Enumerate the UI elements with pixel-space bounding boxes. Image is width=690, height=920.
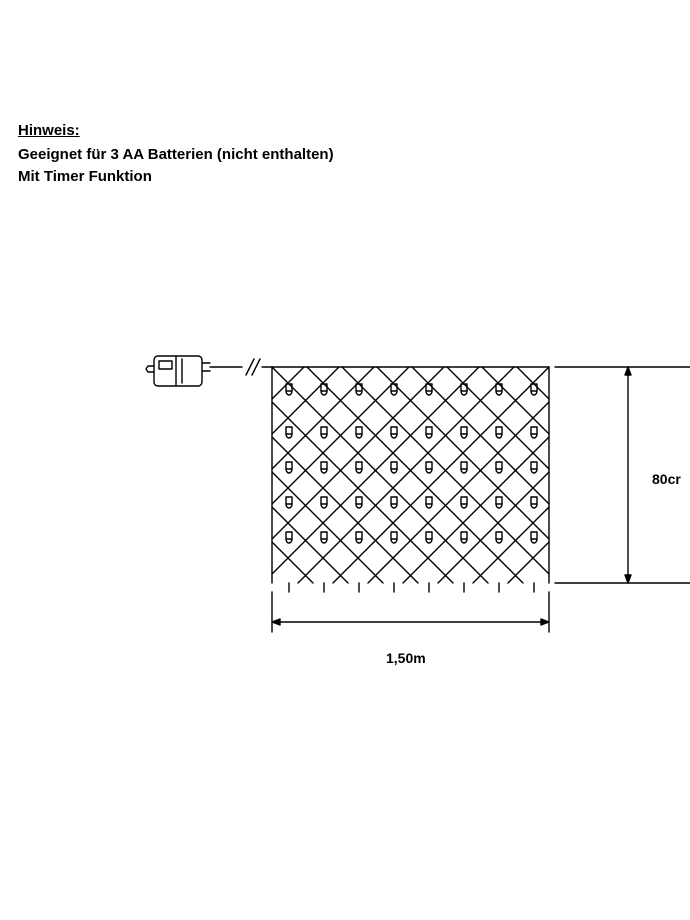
height-dimension-label: 80cr: [652, 471, 681, 487]
notes-block: [18, 120, 538, 188]
notes-line-1: Geeignet für 3 AA Batterien (nicht enthalten): [18, 146, 334, 163]
width-dimension: [272, 592, 549, 632]
notes-title: Hinweis:: [18, 122, 80, 139]
led-bulbs: [286, 384, 537, 543]
width-dimension-label: 1,50m: [386, 650, 426, 666]
diagram-svg: [0, 330, 690, 690]
led-net: [272, 367, 549, 592]
notes-line-2: Mit Timer Funktion: [18, 168, 152, 185]
battery-box-icon: [146, 356, 210, 386]
power-cable: [210, 359, 272, 375]
product-diagram: [0, 330, 690, 690]
